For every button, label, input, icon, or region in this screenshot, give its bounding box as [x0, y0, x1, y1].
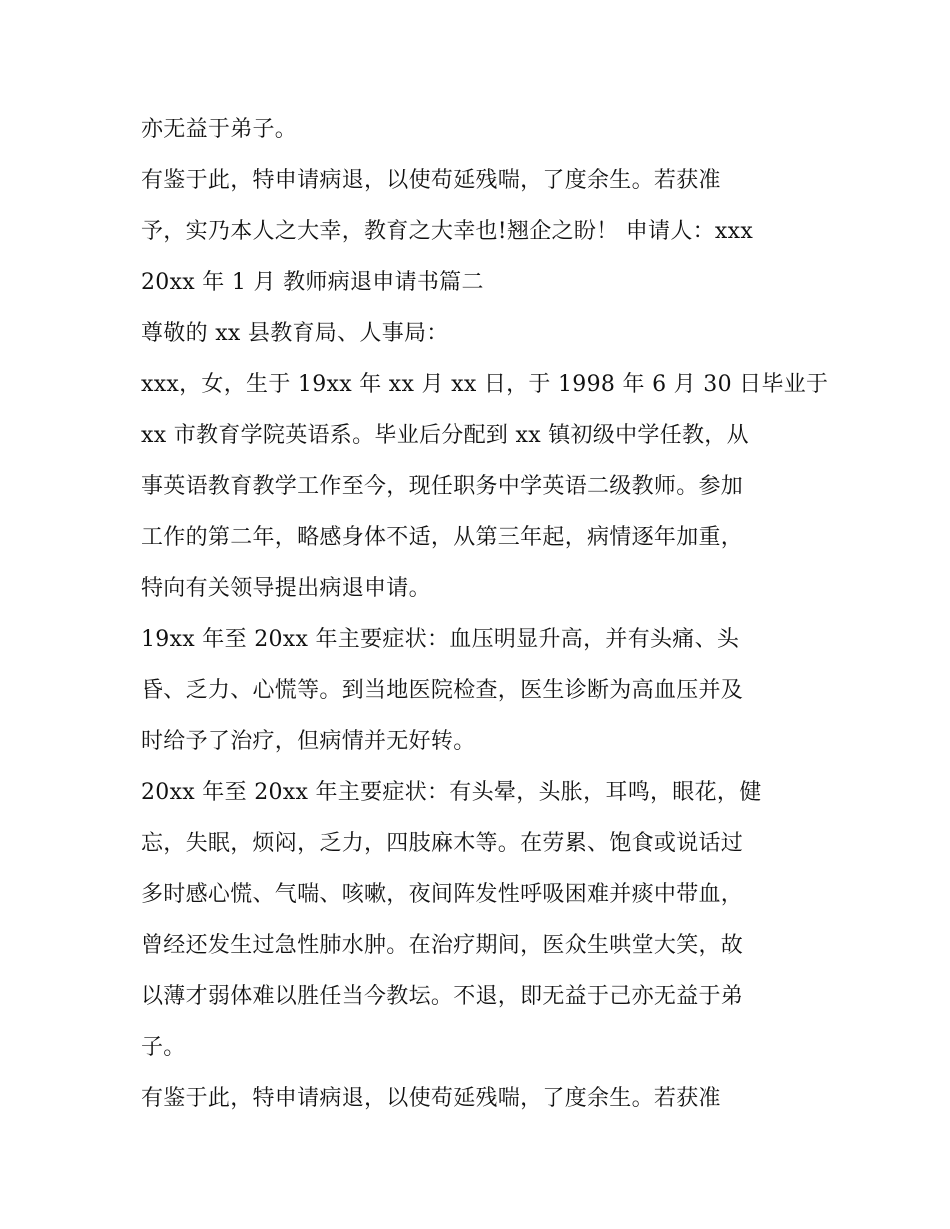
text-line: xxx，女，生于 19xx 年 xx 月 xx 日，于 1998 年 6 月 30 日毕业于: [141, 372, 829, 397]
document-body: [141, 104, 829, 1124]
text-line: 多时感心慌、气喘、咳嗽，夜间阵发性呼吸困难并痰中带血，: [141, 882, 744, 907]
text-line: xx 市教育学院英语系。毕业后分配到 xx 镇初级中学任教，从: [141, 423, 749, 448]
text-line: 以薄才弱体难以胜任当今教坛。不退，即无益于己亦无益于弟: [141, 984, 744, 1009]
text-line: 有鉴于此，特申请病退，以使苟延残喘，了度余生。若获准: [141, 1086, 721, 1111]
text-line: 曾经还发生过急性肺水肿。在治疗期间，医众生哄堂大笑，故: [141, 933, 744, 958]
text-line: 昏、乏力、心慌等。到当地医院检查，医生诊断为高血压并及: [141, 678, 744, 703]
text-line: 尊敬的 xx 县教育局、人事局：: [141, 321, 449, 346]
text-line: 20xx 年至 20xx 年主要症状：有头晕，头胀，耳鸣，眼花，健: [141, 780, 762, 805]
text-line: 特向有关领导提出病退申请。: [141, 576, 431, 601]
text-line: 时给予了治疗，但病情并无好转。: [141, 729, 476, 754]
text-line: 事英语教育教学工作至今，现任职务中学英语二级教师。参加: [141, 474, 744, 499]
text-line: 亦无益于弟子。: [141, 117, 298, 142]
text-line: 忘，失眠，烦闷，乏力，四肢麻木等。在劳累、饱食或说话过: [141, 831, 744, 856]
text-line: 20xx 年 1 月 教师病退申请书篇二: [141, 270, 484, 295]
text-line: 19xx 年至 20xx 年主要症状：血压明显升高，并有头痛、头: [141, 627, 740, 652]
text-line: 有鉴于此，特申请病退，以使苟延残喘，了度余生。若获准: [141, 168, 721, 193]
text-line: 予，实乃本人之大幸，教育之大幸也!翘企之盼！ 申请人：xxx: [141, 219, 754, 244]
text-line: 子。: [141, 1035, 186, 1060]
text-line: 工作的第二年，略感身体不适，从第三年起，病情逐年加重，: [141, 525, 744, 550]
